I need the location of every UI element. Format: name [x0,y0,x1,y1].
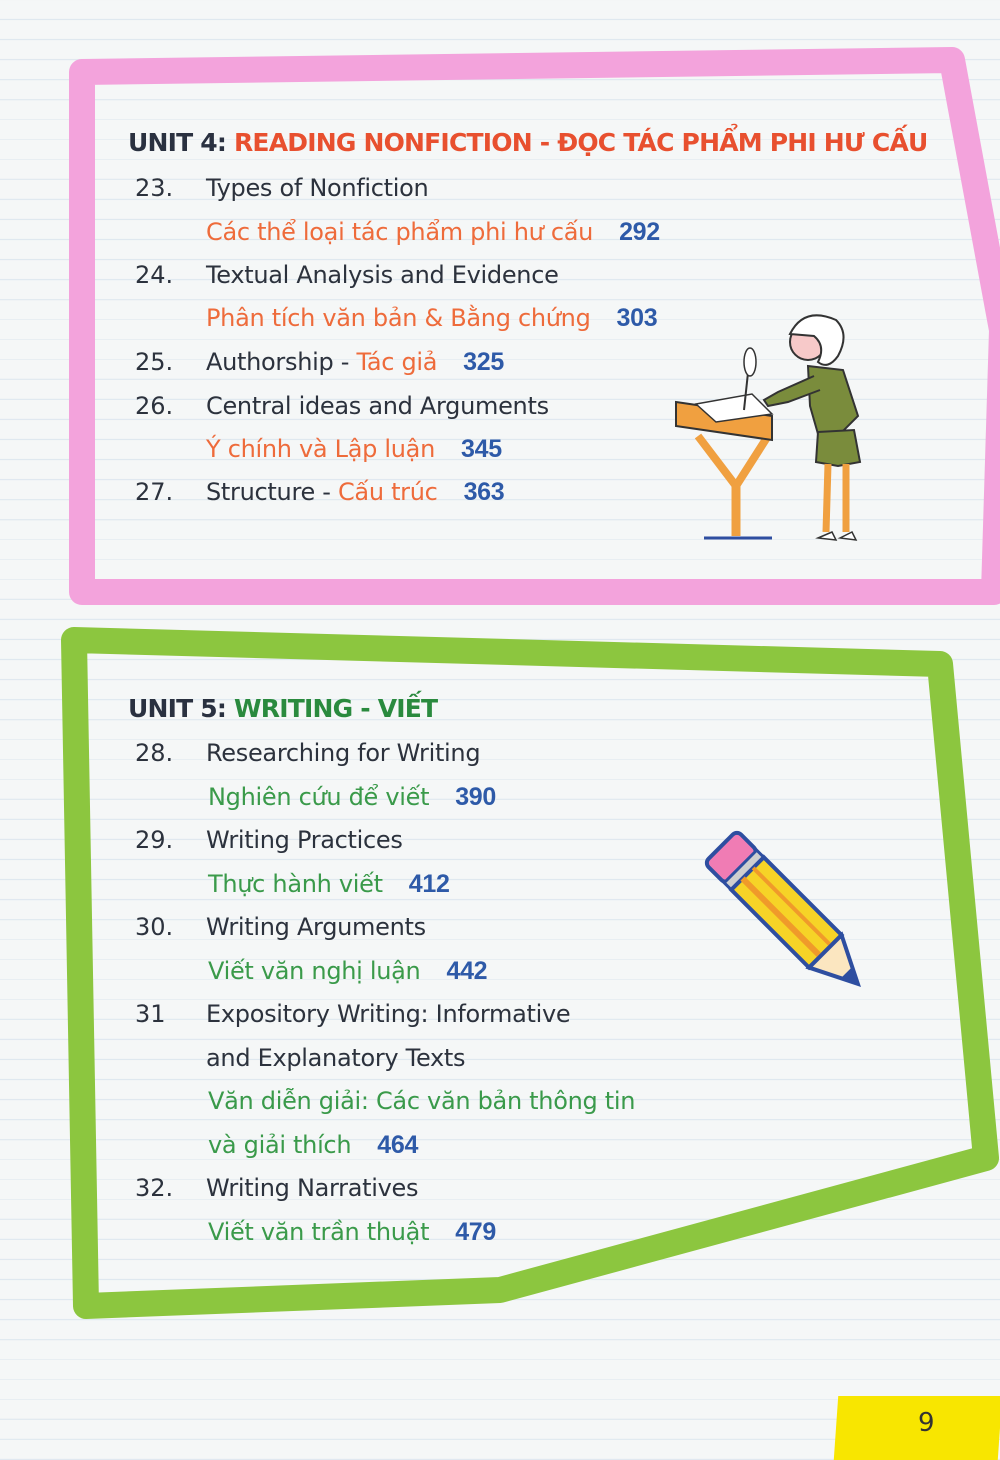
toc-page-number: 345 [461,435,502,463]
toc-english-title-cont: and Explanatory Texts [206,1044,466,1072]
toc-number: 29. [135,826,174,854]
toc-entry-26[interactable] [206,435,502,464]
toc-page-number: 363 [463,478,505,506]
toc-vietnamese-title: Phân tích văn bản & Bằng chứng [206,304,591,332]
toc-number: 26. [135,392,174,420]
toc-page-number: 479 [455,1218,496,1246]
toc-vietnamese-title: Ý chính và Lập luận [206,435,435,463]
toc-number: 25. [135,348,174,376]
toc-entry-28[interactable] [208,783,496,812]
toc-entry-23[interactable] [206,218,660,247]
toc-vietnamese-title: Tác giả [356,348,438,376]
toc-vietnamese-title: Cấu trúc [337,478,438,506]
toc-english-title: Expository Writing: Informative [206,1000,571,1028]
toc-english-title: Writing Practices [206,826,403,854]
toc-number: 24. [135,261,174,289]
toc-vietnamese-title: Các thể loại tác phẩm phi hư cấu [206,218,594,246]
toc-page-number: 442 [446,957,488,985]
toc-entry-27[interactable] [206,478,504,507]
toc-number: 31 [135,1000,166,1028]
toc-number: 30. [135,913,174,941]
toc-page-number: 325 [463,348,504,376]
toc-vietnamese-title: Nghiên cứu để viết [208,783,430,811]
unit4-title: READING NONFICTION - ĐỌC TÁC PHẨM PHI HƯ CẤU [233,128,928,157]
toc-english-title: Writing Narratives [206,1174,419,1202]
toc-page-number: 464 [377,1131,419,1159]
toc-english-title: Textual Analysis and Evidence [206,261,559,289]
toc-number: 28. [135,739,174,767]
toc-english-title: Authorship - [206,348,357,376]
toc-page-number: 390 [455,783,497,811]
toc-vietnamese-title: Thực hành viết [208,870,383,898]
toc-number: 23. [135,174,174,202]
toc-number: 27. [135,478,174,506]
toc-page-number: 412 [408,870,450,898]
toc-english-title: Structure - [206,478,338,506]
toc-english-title: Central ideas and Arguments [206,392,549,420]
page-number-tab [834,1396,1000,1460]
toc-entry-30[interactable] [208,957,487,986]
writer-at-desk-illustration [668,306,878,546]
pencil-illustration [700,826,870,996]
toc-english-title: Writing Arguments [206,913,426,941]
toc-entry-29[interactable] [208,870,450,899]
toc-entry-32[interactable] [208,1218,496,1247]
toc-entry-25[interactable] [206,348,504,377]
toc-entry-31[interactable] [208,1131,418,1160]
toc-english-title: Researching for Writing [206,739,481,767]
toc-vietnamese-title: Viết văn nghị luận [208,957,421,985]
unit5-label: UNIT 5: [128,694,227,723]
toc-page-number: 303 [616,304,658,332]
toc-vietnamese-title: Viết văn trần thuật [208,1218,430,1246]
unit5-heading [128,694,437,723]
unit4-heading [128,128,928,157]
toc-entry-24[interactable] [206,304,657,333]
toc-english-title: Types of Nonfiction [206,174,429,202]
unit5-title: WRITING - VIẾT [233,694,438,723]
toc-number: 32. [135,1174,174,1202]
page-number: 9 [918,1408,935,1438]
toc-vietnamese-title: Văn diễn giải: Các văn bản thông tin [208,1087,636,1115]
unit4-label: UNIT 4: [128,128,227,157]
toc-vietnamese-title-cont: và giải thích [208,1131,352,1159]
toc-page-number: 292 [619,218,660,246]
